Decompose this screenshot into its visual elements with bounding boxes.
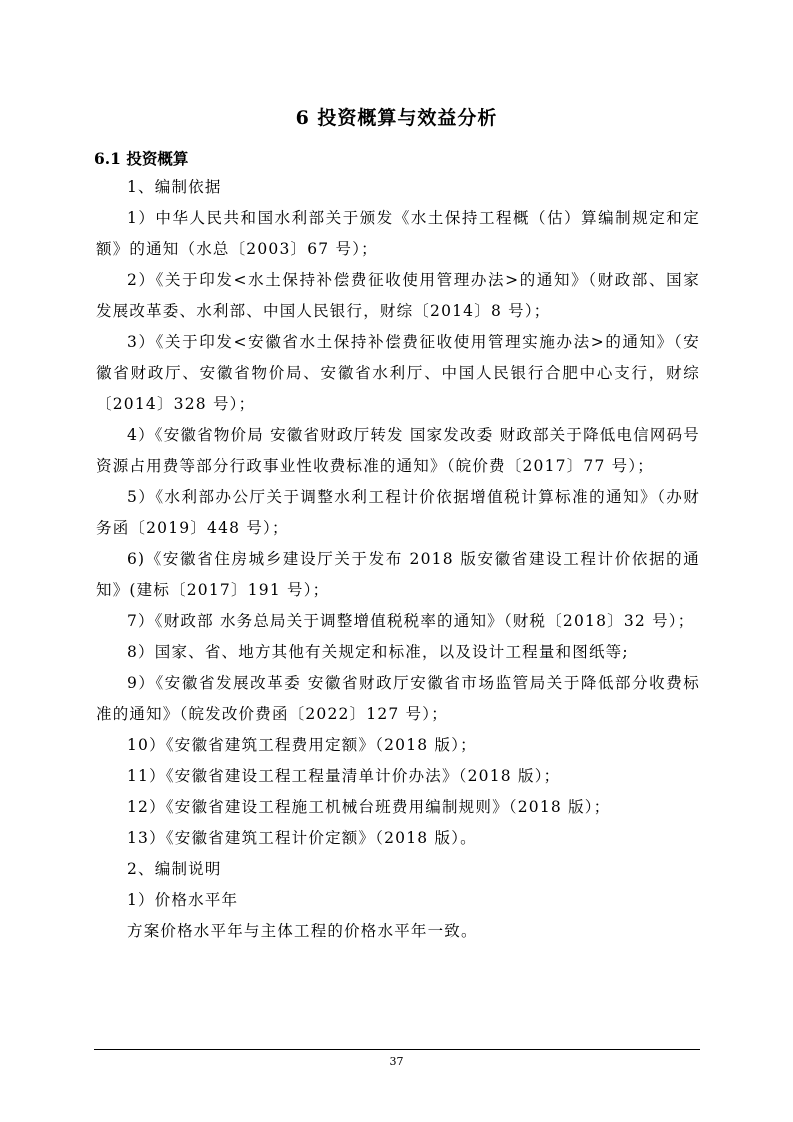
paragraph: 13）《安徽省建筑工程计价定额》（2018 版）。 (127, 829, 477, 847)
paragraph: 5）《水利部办公厅关于调整水利工程计价依据增值税计算标准的通知》（办财务函〔2019〕448 号）； (96, 488, 700, 537)
paragraph: 3）《关于印发<安徽省水土保持补偿费征收使用管理实施办法>的通知》（安徽省财政厅、安徽省物价局、安徽省水利厅、中国人民银行合肥中心支行，财综〔2014〕328 号）； (96, 333, 700, 413)
paragraph: 6)《安徽省住房城乡建设厅关于发布 2018 版安徽省建设工程计价依据的通知》(建标〔2017〕191 号）； (96, 550, 700, 599)
paragraph: 1、编制依据 (127, 178, 222, 196)
paragraph: 4）《安徽省物价局 安徽省财政厅转发 国家发改委 财政部关于降低电信网码号资源占用费等部分行政事业性收费标准的通知》（皖价费〔2017〕77 号）； (96, 426, 700, 475)
paragraph: 9）《安徽省发展改革委 安徽省财政厅安徽省市场监管局关于降低部分收费标准的通知》（皖发改价费函〔2022〕127 号）； (96, 674, 700, 723)
paragraph: 方案价格水平年与主体工程的价格水平年一致。 (127, 922, 478, 940)
paragraph: 1）价格水平年 (127, 891, 239, 909)
paragraph: 11）《安徽省建设工程工程量清单计价办法》（2018 版）； (127, 767, 561, 785)
chapter-title: 6 投资概算与效益分析 (295, 107, 498, 129)
footer-divider (94, 1049, 700, 1050)
paragraph: 10）《安徽省建筑工程费用定额》（2018 版）； (127, 736, 477, 754)
paragraph: 2）《关于印发<水土保持补偿费征收使用管理办法>的通知》（财政部、国家发展改革委、水利部、中国人民银行，财综〔2014〕8 号）； (96, 271, 700, 320)
paragraph: 2、编制说明 (127, 860, 222, 878)
paragraph: 7）《财政部 水务总局关于调整增值税税率的通知》（财税〔2018〕32 号）； (127, 612, 695, 630)
section-title: 6.1 投资概算 (94, 149, 189, 168)
page-number: 37 (389, 1055, 404, 1068)
document-body (96, 172, 700, 947)
paragraph: 8）国家、省、地方其他有关规定和标准，以及设计工程量和图纸等; (127, 643, 629, 661)
paragraph: 12）《安徽省建设工程施工机械台班费用编制规则》（2018 版）； (127, 798, 611, 816)
paragraph: 1）中华人民共和国水利部关于颁发《水土保持工程概（估）算编制规定和定额》的通知（水总〔2003〕67 号）； (96, 209, 700, 258)
